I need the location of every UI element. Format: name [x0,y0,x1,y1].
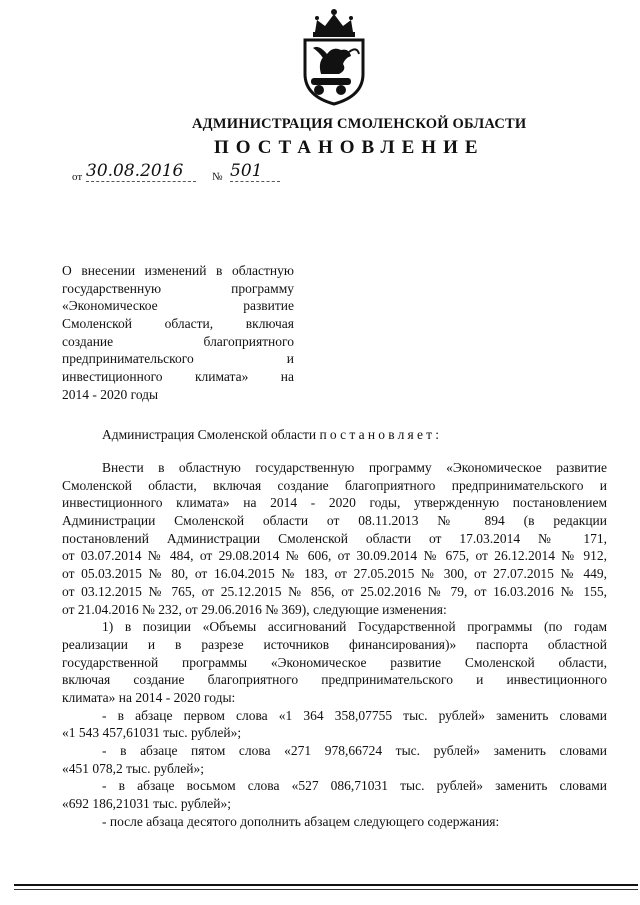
body-line: Внести в областную государственную программу «Экономическое развитие [102,460,607,475]
body-line: инвестиционного климата» на 2014 - 2020 годы, утвержденную постановлением [62,495,607,511]
bottom-rule-thin [14,889,638,890]
preamble [102,427,442,443]
title-line: О внесении изменений в областную [62,263,294,278]
body-line: - в абзаце пятом слова «271 978,66724 тыс. рублей» заменить словами [102,743,607,758]
body-line: государственной программы «Экономическое развитие Смоленской области, [62,654,607,670]
document-subject-title [62,262,294,404]
body-line: от 21.04.2016 № 232, от 29.06.2016 № 369), следующие изменения: [62,601,447,617]
body-line: - после абзаца десятого дополнить абзацем следующего содержания: [102,813,500,829]
title-line: Смоленской области, включая [62,316,294,332]
title-line: инвестиционного климата» на [62,369,294,385]
body-line: включая создание благоприятного предпринимательского и инвестиционного [62,672,607,688]
document-number: 501 [230,161,280,182]
body-line: реализации и в разрезе источников финансирования)» паспорта областной [62,636,607,652]
preamble-resolves: постановляет: [319,427,443,442]
body-line: «1 543 457,61031 тыс. рублей»; [62,725,242,741]
body-line: Администрации Смоленской области от 08.11.2013 № 894 (в редакции [62,513,607,529]
coat-of-arms-emblem [293,8,375,106]
date-prefix: от [72,171,83,183]
preamble-lead: Администрация Смоленской области [102,427,317,442]
date-number-line [72,161,372,185]
body-line: от 05.03.2015 № 80, от 16.04.2015 № 183, от 27.05.2015 № 300, от 27.07.2015 № 449, [62,566,607,582]
body-line: - в абзаце первом слова «1 364 358,07755 тыс. рублей» заменить словами [102,707,607,723]
document-type-title: ПОСТАНОВЛЕНИЕ [214,137,485,158]
number-prefix: № [212,171,223,183]
document-date: 30.08.2016 [86,161,196,182]
body-line: климата» на 2014 - 2020 годы: [62,689,236,705]
title-line: «Экономическое развитие [62,298,294,314]
body-line: постановлений Администрации Смоленской области от 17.03.2014 № 171, [62,530,607,546]
body-line: Смоленской области, включая создание благоприятного предпринимательского и [62,477,607,493]
body-line: «692 186,21031 тыс. рублей»; [62,796,231,812]
body-line: от 03.12.2015 № 765, от 25.12.2015 № 856, от 25.02.2016 № 79, от 16.03.2016 № 155, [62,583,607,599]
title-line: 2014 - 2020 годы [62,386,159,402]
title-line: предпринимательского и [62,351,294,367]
bottom-rule [14,884,638,886]
title-line: государственную программу [62,280,294,296]
body-line: 1) в позиции «Объемы ассигнований Государственной программы (по годам [102,619,607,635]
body-line: от 03.07.2014 № 484, от 29.08.2014 № 606, от 30.09.2014 № 675, от 26.12.2014 № 912, [62,548,607,564]
title-line: создание благоприятного [62,333,294,349]
body-line: - в абзаце восьмом слова «527 086,71031 тыс. рублей» заменить словами [102,778,607,794]
body-line: «451 078,2 тыс. рублей»; [62,760,204,776]
document-body [62,459,607,830]
organization-name: АДМИНИСТРАЦИЯ СМОЛЕНСКОЙ ОБЛАСТИ [192,116,527,132]
